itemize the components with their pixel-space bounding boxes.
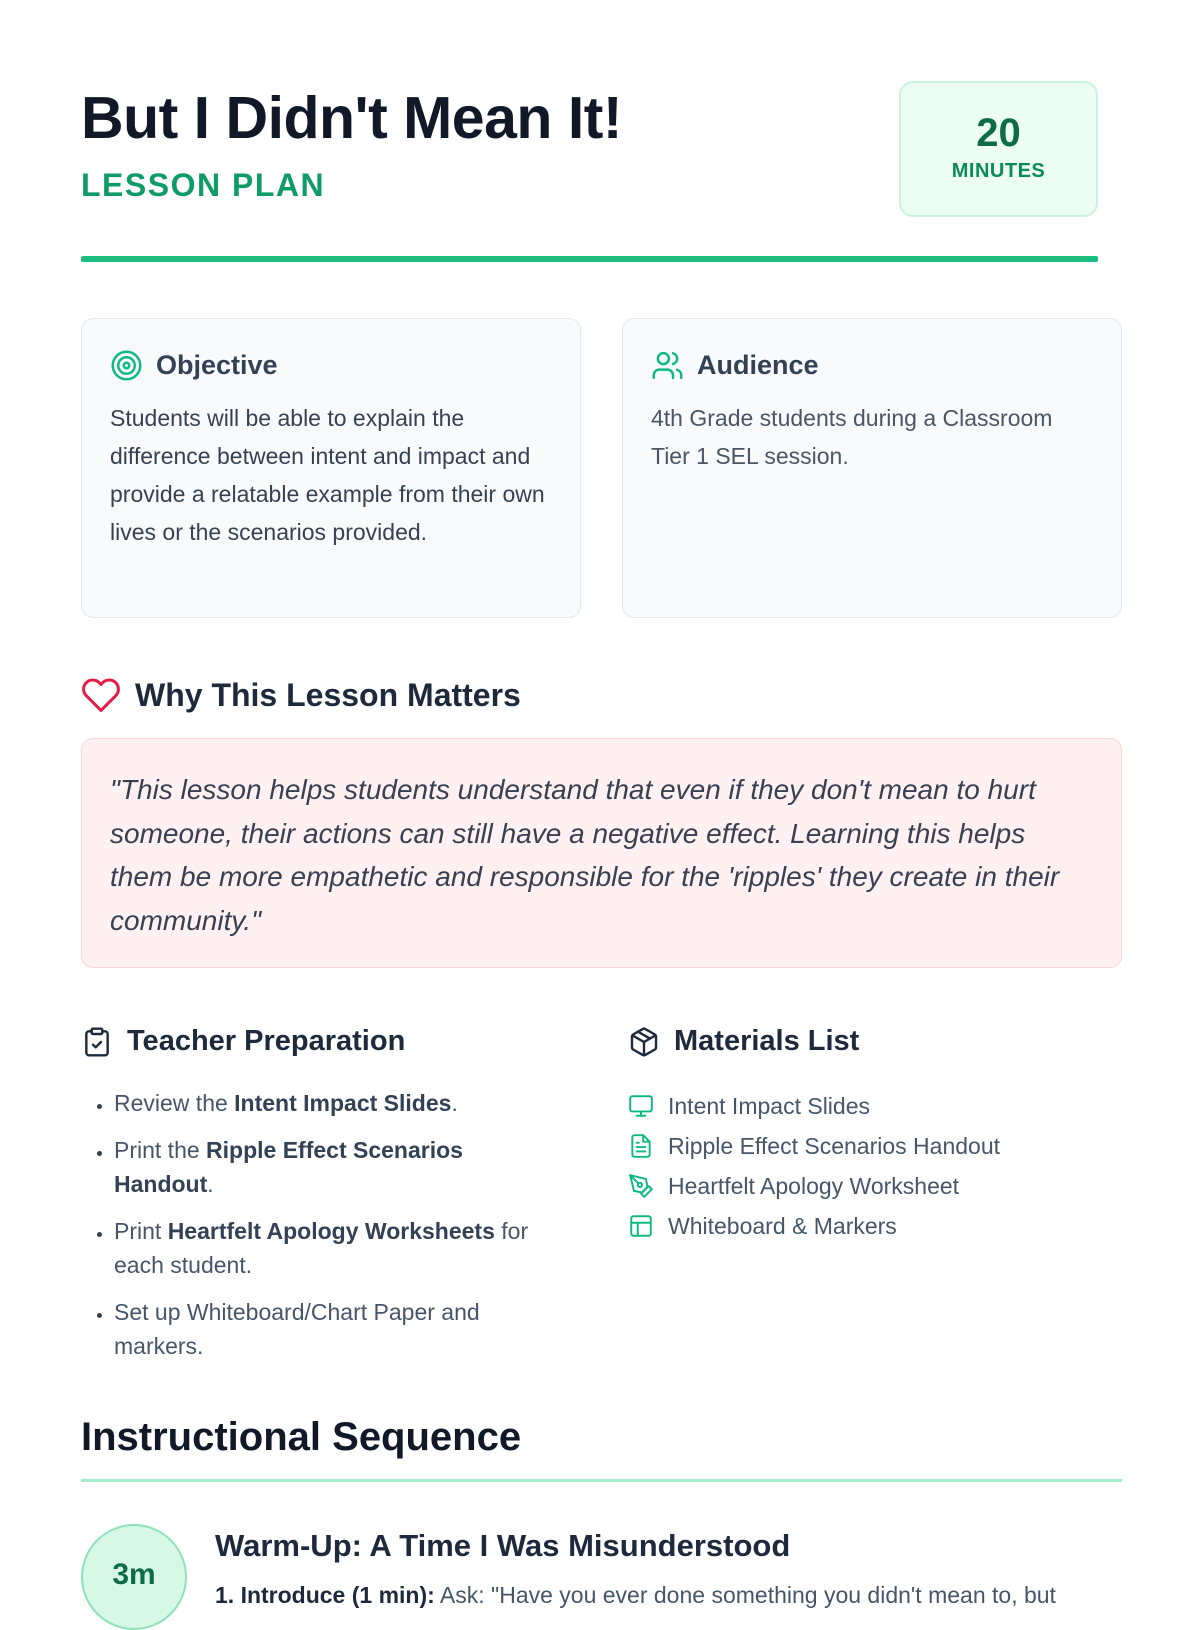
sequence-divider	[81, 1479, 1122, 1482]
clipboard-check-icon	[81, 1026, 113, 1058]
duration-value: 20	[976, 111, 1021, 155]
objective-text: Students will be able to explain the difference between intent and impact and provide a relatable example from their own lives or the scenarios provided.	[110, 405, 545, 545]
package-icon	[628, 1026, 660, 1058]
step-time-badge	[81, 1524, 187, 1630]
preparation-item: • Set up Whiteboard/Chart Paper and markers.	[114, 1295, 561, 1363]
materials-title	[628, 1025, 1122, 1058]
materials-list	[628, 1025, 1122, 1246]
page-subtitle: LESSON PLAN	[81, 167, 326, 203]
heart-icon	[81, 675, 121, 715]
step-text	[215, 1582, 1115, 1609]
why-quote-box	[81, 738, 1122, 968]
material-item	[628, 1166, 1122, 1206]
monitor-icon	[628, 1093, 654, 1119]
audience-text: 4th Grade students during a Classroom Tier 1 SEL session.	[651, 405, 1053, 469]
materials-heading: Materials List	[674, 1025, 860, 1057]
audience-header	[651, 347, 1093, 383]
material-label: Whiteboard & Markers	[668, 1212, 897, 1239]
step-body: Ask: "Have you ever done something you didn't mean to, but	[434, 1582, 1056, 1608]
material-item	[628, 1126, 1122, 1166]
objective-card	[81, 318, 581, 618]
page-title: But I Didn't Mean It!	[81, 85, 623, 151]
material-item	[628, 1206, 1122, 1246]
preparation-title	[81, 1025, 561, 1058]
material-label: Intent Impact Slides	[668, 1092, 870, 1119]
users-icon	[651, 349, 684, 382]
preparation-item: • Print Heartfelt Apology Worksheets for each student.	[114, 1214, 561, 1282]
material-item	[628, 1086, 1122, 1126]
why-heading: Why This Lesson Matters	[135, 676, 521, 713]
preparation-item: • Print the Ripple Effect Scenarios Handout.	[114, 1133, 561, 1201]
sequence-heading: Instructional Sequence	[81, 1415, 522, 1459]
preparation-item: • Review the Intent Impact Slides.	[114, 1086, 561, 1120]
objective-header	[110, 347, 552, 383]
target-icon	[110, 349, 143, 382]
why-section-title	[81, 675, 521, 715]
material-label: Heartfelt Apology Worksheet	[668, 1172, 960, 1199]
preparation-list	[81, 1086, 561, 1363]
step-title: Warm-Up: A Time I Was Misunderstood	[215, 1528, 791, 1563]
step-time: 3m	[112, 1558, 156, 1591]
header-divider	[81, 256, 1098, 262]
info-cards	[81, 318, 1122, 618]
step-lead: 1. Introduce (1 min):	[215, 1582, 435, 1608]
layout-icon	[628, 1213, 654, 1239]
duration-badge	[899, 81, 1098, 217]
materials-items	[628, 1086, 1122, 1246]
pen-tool-icon	[628, 1173, 654, 1199]
duration-unit: MINUTES	[951, 160, 1046, 182]
objective-heading: Objective	[156, 349, 278, 380]
file-text-icon	[628, 1133, 654, 1159]
audience-heading: Audience	[697, 349, 819, 380]
preparation-heading: Teacher Preparation	[127, 1025, 406, 1057]
teacher-preparation	[81, 1025, 561, 1376]
why-quote: "This lesson helps students understand that even if they don't mean to hurt someone, their actions can still have a negative effect. Learning this helps them be more empathetic and responsible for the 'ripples' they create in their community."	[110, 774, 1060, 936]
material-label: Ripple Effect Scenarios Handout	[668, 1132, 1000, 1159]
audience-card	[622, 318, 1122, 618]
header	[81, 0, 1098, 262]
